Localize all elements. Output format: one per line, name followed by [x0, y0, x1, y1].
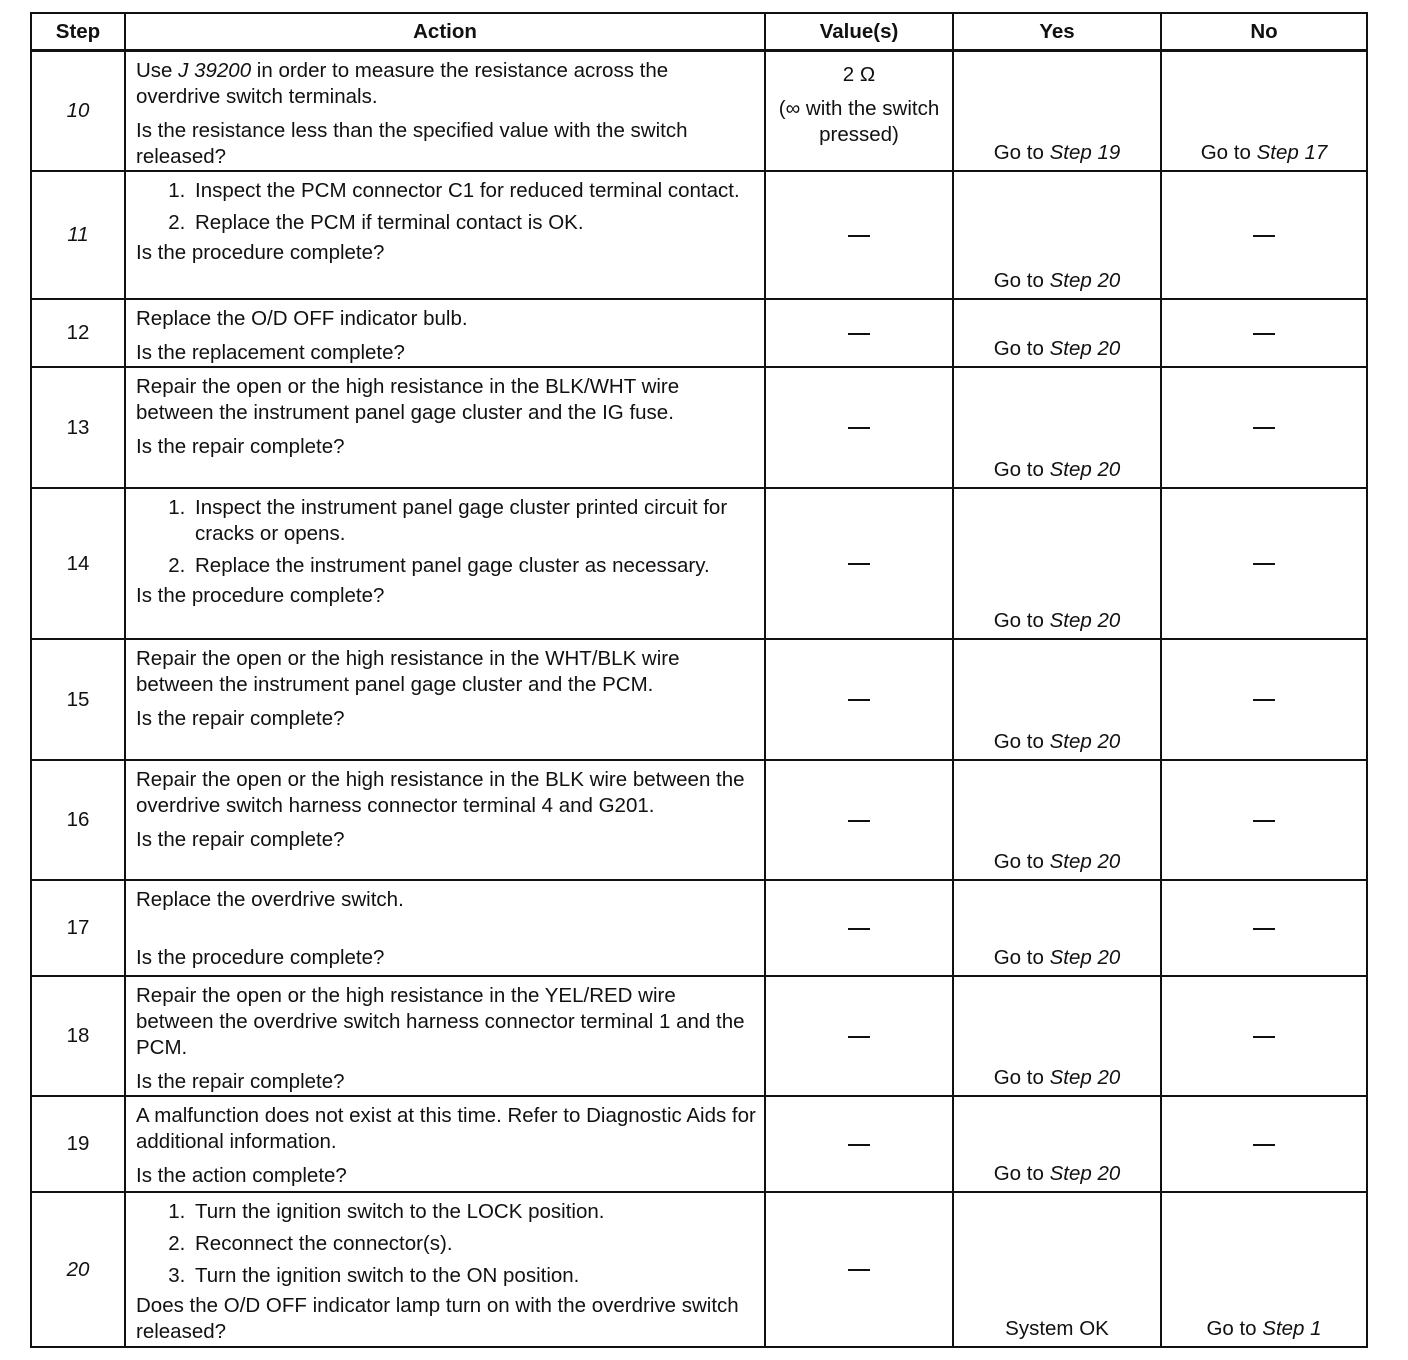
table-row [31, 51, 1367, 172]
table-row [31, 299, 1367, 367]
table-row [31, 880, 1367, 976]
list-item: 2. Replace the instrument panel gage cluster as necessary. [191, 553, 756, 579]
table-row [31, 488, 1367, 639]
action-cell [125, 880, 765, 976]
dash [1253, 235, 1275, 237]
table-row [31, 639, 1367, 760]
step-number: 10 [31, 51, 125, 172]
value-note: (∞ with the switch pressed) [778, 97, 940, 146]
dash [1253, 820, 1275, 822]
no-cell [1161, 171, 1367, 299]
table-row [31, 171, 1367, 299]
action-question: Is the resistance less than the specified value with the switch released? [136, 119, 688, 168]
action-text: Repair the open or the high resistance in the BLK/WHT wire between the instrument panel gage cluster and the IG fuse. [136, 375, 680, 424]
table-row [31, 976, 1367, 1096]
step-number: 19 [31, 1096, 125, 1192]
step-link: Step 17 [1256, 141, 1328, 164]
action-steps-list [136, 178, 756, 236]
header-step: Step [31, 13, 125, 51]
no-cell [1161, 639, 1367, 760]
value-cell [765, 760, 953, 880]
dash [848, 563, 870, 565]
action-question: Does the O/D OFF indicator lamp turn on with the overdrive switch released? [136, 1294, 739, 1343]
dash [1253, 928, 1275, 930]
yes-cell: Go to Step 20 [953, 171, 1161, 299]
table-row [31, 1096, 1367, 1192]
header-action: Action [125, 13, 765, 51]
action-question: Is the repair complete? [136, 435, 345, 458]
action-question: Is the procedure complete? [136, 946, 385, 969]
action-cell [125, 1192, 765, 1347]
yes-cell: Go to Step 19 [953, 51, 1161, 172]
step-number: 14 [31, 488, 125, 639]
dash [848, 1144, 870, 1146]
dash [848, 427, 870, 429]
yes-cell: Go to Step 20 [953, 488, 1161, 639]
dash [848, 235, 870, 237]
action-cell [125, 639, 765, 760]
value-text: 2 Ω [842, 63, 876, 86]
yes-cell: Go to Step 20 [953, 976, 1161, 1096]
header-row [31, 13, 1367, 51]
action-text: Repair the open or the high resistance in the YEL/RED wire between the overdrive switch harness connector terminal 1 and the PCM. [136, 984, 745, 1059]
step-number: 20 [31, 1192, 125, 1347]
header-value: Value(s) [765, 13, 953, 51]
table-row [31, 367, 1367, 488]
list-item: 1. Inspect the PCM connector C1 for reduced terminal contact. [191, 178, 756, 204]
value-cell [765, 299, 953, 367]
yes-cell: Go to Step 20 [953, 760, 1161, 880]
no-cell [1161, 367, 1367, 488]
dash [1253, 699, 1275, 701]
action-question: Is the repair complete? [136, 828, 345, 851]
no-cell: Go to Step 1 [1161, 1192, 1367, 1347]
step-link: Step 20 [1049, 458, 1121, 481]
action-cell [125, 760, 765, 880]
step-number: 17 [31, 880, 125, 976]
yes-cell: Go to Step 20 [953, 639, 1161, 760]
value-cell [765, 880, 953, 976]
action-text: A malfunction does not exist at this time. Refer to Diagnostic Aids for additional information. [136, 1104, 756, 1153]
action-cell [125, 51, 765, 172]
yes-cell: Go to Step 20 [953, 299, 1161, 367]
header-yes: Yes [953, 13, 1161, 51]
no-cell [1161, 1096, 1367, 1192]
step-number: 15 [31, 639, 125, 760]
value-cell [765, 976, 953, 1096]
action-cell [125, 488, 765, 639]
list-item: 2. Reconnect the connector(s). [191, 1231, 756, 1257]
dash [848, 1269, 870, 1271]
dash [848, 820, 870, 822]
action-steps-list [136, 495, 756, 579]
action-cell [125, 367, 765, 488]
no-cell [1161, 488, 1367, 639]
dash [1253, 427, 1275, 429]
list-item: 1. Turn the ignition switch to the LOCK position. [191, 1199, 756, 1225]
step-link: Step 20 [1049, 337, 1121, 360]
tool-reference: J 39200 [178, 59, 252, 82]
dash [1253, 333, 1275, 335]
value-cell [765, 1192, 953, 1347]
value-cell [765, 639, 953, 760]
step-link: Step 20 [1049, 946, 1121, 969]
action-text: Repair the open or the high resistance in the BLK wire between the overdrive switch harness connector terminal 4 and G201. [136, 768, 745, 817]
dash [848, 333, 870, 335]
action-question: Is the repair complete? [136, 707, 345, 730]
no-cell [1161, 976, 1367, 1096]
step-link: Step 20 [1049, 730, 1121, 753]
action-question: Is the procedure complete? [136, 241, 385, 264]
table-row [31, 760, 1367, 880]
no-cell [1161, 760, 1367, 880]
step-link: Step 20 [1049, 609, 1121, 632]
step-number: 16 [31, 760, 125, 880]
yes-cell: Go to Step 20 [953, 367, 1161, 488]
action-cell [125, 299, 765, 367]
action-text: Use J 39200 in order to measure the resistance across the overdrive switch terminals. [136, 59, 669, 108]
action-text: Repair the open or the high resistance in the WHT/BLK wire between the instrument panel gage cluster and the PCM. [136, 647, 680, 696]
header-no: No [1161, 13, 1367, 51]
step-link: Step 19 [1049, 141, 1121, 164]
action-question: Is the replacement complete? [136, 341, 405, 364]
yes-cell: System OK [953, 1192, 1161, 1347]
diagnostic-table [30, 12, 1368, 1348]
no-cell: Go to Step 17 [1161, 51, 1367, 172]
list-item: 2. Replace the PCM if terminal contact is OK. [191, 210, 756, 236]
step-number: 18 [31, 976, 125, 1096]
yes-cell: Go to Step 20 [953, 1096, 1161, 1192]
no-cell [1161, 299, 1367, 367]
action-steps-list [136, 1199, 756, 1289]
value-cell [765, 1096, 953, 1192]
step-number: 13 [31, 367, 125, 488]
action-cell [125, 1096, 765, 1192]
value-cell [765, 51, 953, 172]
value-cell [765, 488, 953, 639]
step-link: Step 20 [1049, 850, 1121, 873]
action-text: Replace the O/D OFF indicator bulb. [136, 307, 468, 330]
dash [848, 928, 870, 930]
dash [1253, 563, 1275, 565]
table-row [31, 1192, 1367, 1347]
step-link: Step 1 [1262, 1317, 1322, 1340]
list-item: 1. Inspect the instrument panel gage cluster printed circuit for cracks or opens. [191, 495, 756, 547]
action-question: Is the procedure complete? [136, 584, 385, 607]
no-cell [1161, 880, 1367, 976]
list-item: 3. Turn the ignition switch to the ON position. [191, 1263, 756, 1289]
action-cell [125, 171, 765, 299]
action-cell [125, 976, 765, 1096]
step-number: 12 [31, 299, 125, 367]
step-link: Step 20 [1049, 1066, 1121, 1089]
step-link: Step 20 [1049, 1162, 1121, 1185]
yes-cell: Go to Step 20 [953, 880, 1161, 976]
step-number: 11 [31, 171, 125, 299]
action-text: Replace the overdrive switch. [136, 888, 404, 911]
action-question: Is the repair complete? [136, 1070, 345, 1093]
dash [848, 699, 870, 701]
value-cell [765, 367, 953, 488]
value-cell [765, 171, 953, 299]
step-link: Step 20 [1049, 269, 1121, 292]
dash [1253, 1036, 1275, 1038]
action-question: Is the action complete? [136, 1164, 347, 1187]
dash [848, 1036, 870, 1038]
dash [1253, 1144, 1275, 1146]
